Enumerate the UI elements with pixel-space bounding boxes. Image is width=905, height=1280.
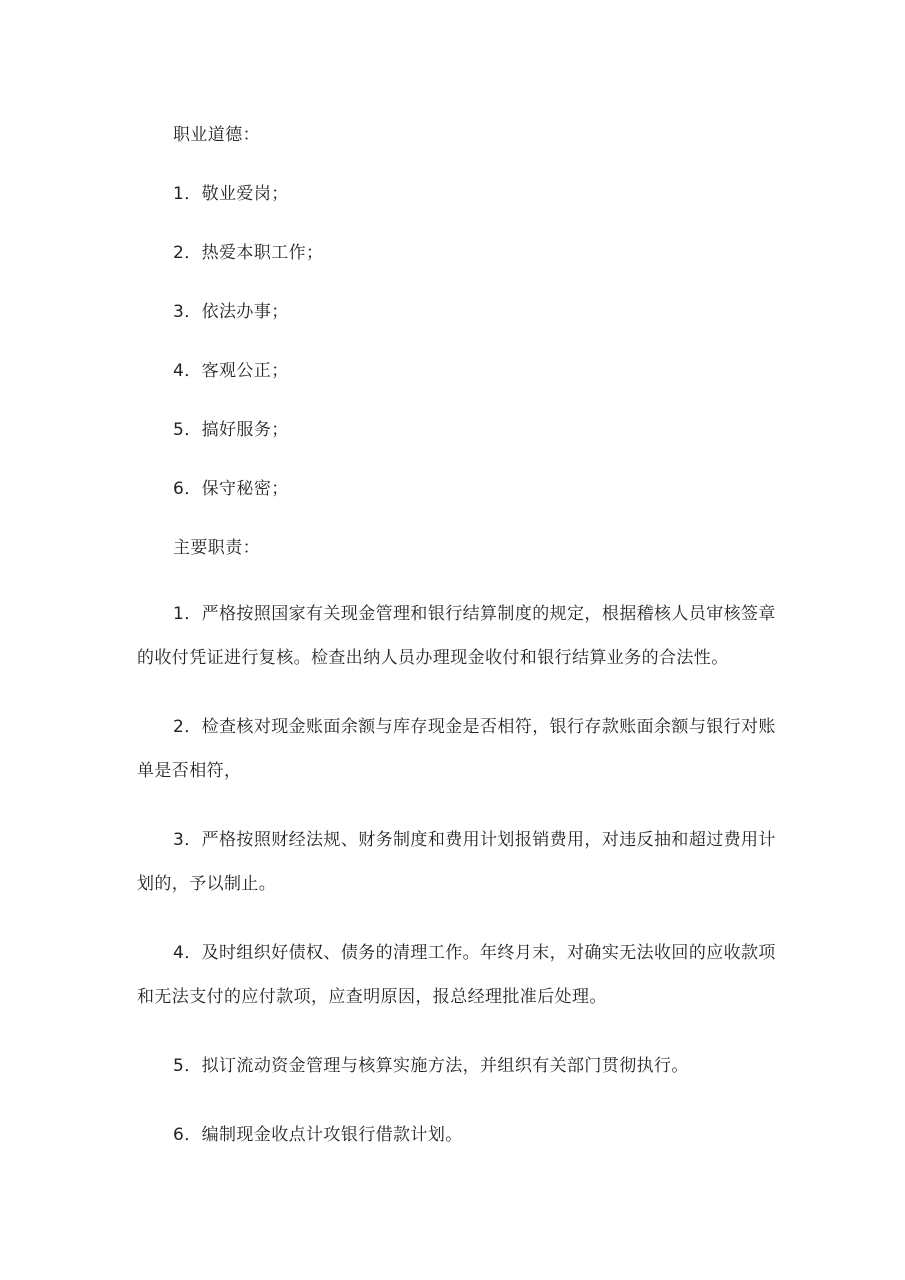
document-body: [137, 120, 777, 1182]
duty-item-5: 5．拟订流动资金管理与核算实施方法，并组织有关部门贯彻执行。: [173, 1056, 689, 1076]
ethics-item-5: 5．搞好服务；: [173, 420, 289, 440]
ethics-item-3: 3．依法办事；: [173, 302, 289, 322]
duty-item-2: 2．检查核对现金账面余额与库存现金是否相符，银行存款账面余额与银行对账单是否相符，: [137, 717, 776, 781]
duty-item-6: 6．编制现金收点计攻银行借款计划。: [173, 1125, 463, 1145]
duty-item-4: 4．及时组织好债权、债务的清理工作。年终月末，对确实无法收回的应收款项和无法支付的应付款项，应查明原因，报总经理批准后处理。: [137, 943, 776, 1007]
duty-item-1: 1．严格按照国家有关现金管理和银行结算制度的规定，根据稽核人员审核签章的收付凭证进行复核。检查出纳人员办理现金收付和银行结算业务的合法性。: [137, 604, 776, 668]
ethics-item-2: 2．热爱本职工作；: [173, 243, 324, 263]
ethics-item-4: 4．客观公正；: [173, 361, 289, 381]
ethics-heading: 职业道德：: [173, 125, 260, 145]
duty-item-3: 3．严格按照财经法规、财务制度和费用计划报销费用，对违反抽和超过费用计划的，予以制止。: [137, 830, 776, 894]
duties-heading: 主要职责：: [173, 538, 260, 558]
ethics-item-6: 6．保守秘密；: [173, 479, 289, 499]
ethics-item-1: 1．敬业爱岗；: [173, 184, 289, 204]
